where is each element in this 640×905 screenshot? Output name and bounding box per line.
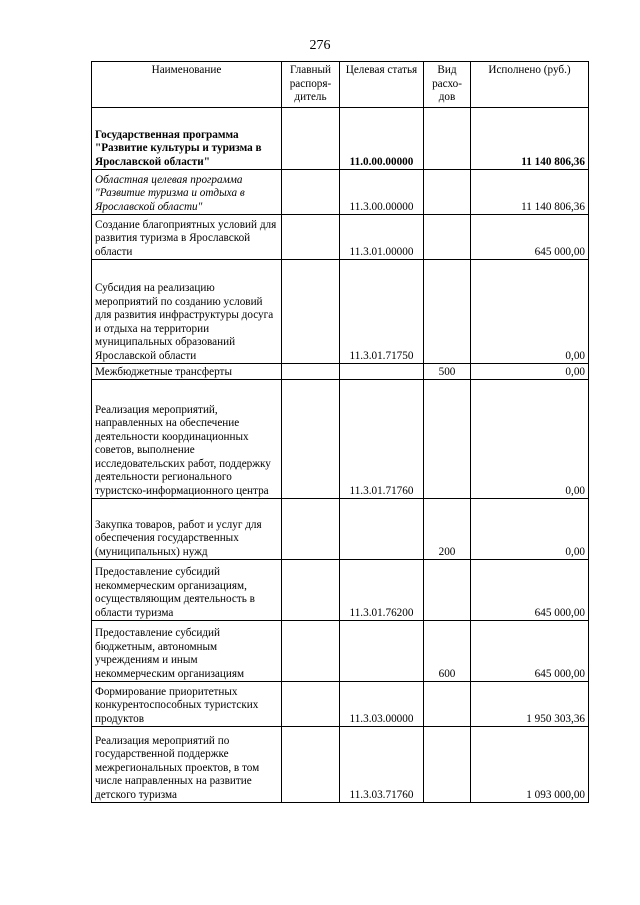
- cell-article: 11.3.03.71760: [340, 727, 424, 803]
- table-row: [92, 682, 589, 727]
- budget-execution-table: [91, 61, 589, 803]
- cell-name: Формирование приоритетных конкурентоспособных туристских продуктов: [92, 682, 282, 727]
- cell-type: [424, 260, 471, 364]
- table-row: [92, 727, 589, 803]
- cell-name: Межбюджетные трансферты: [92, 364, 282, 380]
- cell-name: Закупка товаров, работ и услуг для обеспечения государственных (муниципальных) нужд: [92, 499, 282, 560]
- cell-type: [424, 108, 471, 170]
- table-row: [92, 499, 589, 560]
- cell-amount: 645 000,00: [471, 215, 589, 260]
- cell-article: [340, 621, 424, 682]
- cell-name: Государственная программа "Развитие культуры и туризма в Ярославской области": [92, 108, 282, 170]
- cell-amount: 645 000,00: [471, 560, 589, 621]
- cell-article: 11.0.00.00000: [340, 108, 424, 170]
- cell-amount: 645 000,00: [471, 621, 589, 682]
- cell-amount: 1 950 303,36: [471, 682, 589, 727]
- cell-type: 600: [424, 621, 471, 682]
- cell-amount: 11 140 806,36: [471, 170, 589, 215]
- cell-admin: [282, 108, 340, 170]
- header-admin: Главный распоря-дитель: [282, 62, 340, 108]
- cell-article: 11.3.01.76200: [340, 560, 424, 621]
- cell-admin: [282, 170, 340, 215]
- cell-name: Реализация мероприятий по государственной поддержке межрегиональных проектов, в том числе направленных на развитие детского туризма: [92, 727, 282, 803]
- cell-article: 11.3.00.00000: [340, 170, 424, 215]
- cell-name: Создание благоприятных условий для развития туризма в Ярославской области: [92, 215, 282, 260]
- table-row: [92, 108, 589, 170]
- cell-type: 500: [424, 364, 471, 380]
- cell-article: [340, 364, 424, 380]
- cell-name: Реализация мероприятий, направленных на обеспечение деятельности координационных советов, выполнение исследовательских работ, поддержку деятельности регионального туристско-информационного центра: [92, 380, 282, 499]
- cell-type: [424, 215, 471, 260]
- cell-admin: [282, 621, 340, 682]
- cell-type: [424, 727, 471, 803]
- cell-admin: [282, 682, 340, 727]
- cell-type: [424, 170, 471, 215]
- table-row: [92, 260, 589, 364]
- cell-amount: 0,00: [471, 499, 589, 560]
- cell-admin: [282, 380, 340, 499]
- cell-amount: 0,00: [471, 260, 589, 364]
- header-article: Целевая статья: [340, 62, 424, 108]
- cell-name: Предоставление субсидий бюджетным, автономным учреждениям и иным некоммерческим организациям: [92, 621, 282, 682]
- cell-amount: 0,00: [471, 364, 589, 380]
- table-row: [92, 170, 589, 215]
- cell-admin: [282, 560, 340, 621]
- header-type: Вид расхо-дов: [424, 62, 471, 108]
- table-row: [92, 621, 589, 682]
- cell-article: [340, 499, 424, 560]
- header-amount: Исполнено (руб.): [471, 62, 589, 108]
- cell-admin: [282, 215, 340, 260]
- cell-amount: 11 140 806,36: [471, 108, 589, 170]
- cell-type: 200: [424, 499, 471, 560]
- cell-admin: [282, 499, 340, 560]
- cell-name: Предоставление субсидий некоммерческим организациям, осуществляющим деятельность в области туризма: [92, 560, 282, 621]
- cell-admin: [282, 364, 340, 380]
- cell-type: [424, 380, 471, 499]
- cell-amount: 1 093 000,00: [471, 727, 589, 803]
- table-row: [92, 215, 589, 260]
- cell-name: Областная целевая программа "Развитие туризма и отдыха в Ярославской области": [92, 170, 282, 215]
- cell-article: 11.3.01.71750: [340, 260, 424, 364]
- cell-article: 11.3.01.00000: [340, 215, 424, 260]
- cell-article: 11.3.03.00000: [340, 682, 424, 727]
- table-row: [92, 364, 589, 380]
- cell-type: [424, 682, 471, 727]
- cell-article: 11.3.01.71760: [340, 380, 424, 499]
- cell-admin: [282, 727, 340, 803]
- cell-admin: [282, 260, 340, 364]
- table-row: [92, 560, 589, 621]
- page-number: 276: [309, 38, 331, 53]
- header-name: Наименование: [92, 62, 282, 108]
- table-header-row: [92, 62, 589, 108]
- cell-name: Субсидия на реализацию мероприятий по созданию условий для развития инфраструктуры досуга и отдыха на территории муниципальных образований Ярославской области: [92, 260, 282, 364]
- cell-amount: 0,00: [471, 380, 589, 499]
- cell-type: [424, 560, 471, 621]
- table-row: [92, 380, 589, 499]
